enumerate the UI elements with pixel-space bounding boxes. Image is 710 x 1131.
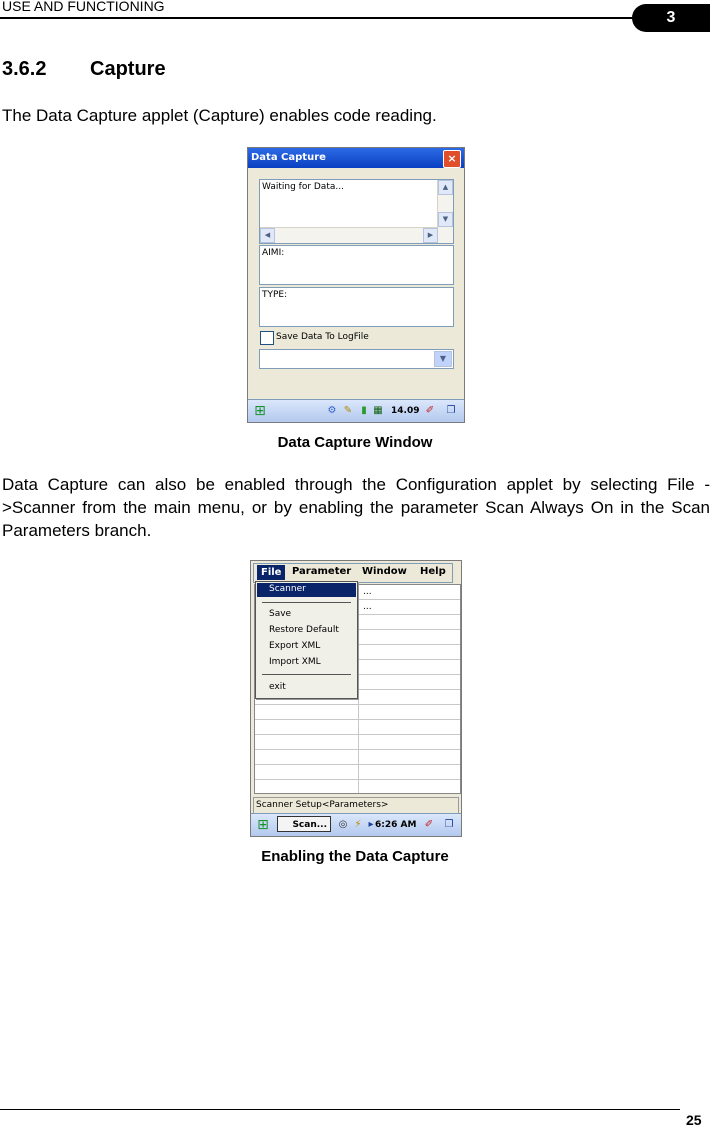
chapter-number: 3	[666, 9, 676, 26]
clock[interactable]: 6:26 AM	[375, 820, 417, 830]
page-number: 25	[686, 1112, 702, 1128]
close-button[interactable]: ×	[443, 150, 461, 168]
menu-item-scanner[interactable]: Scanner	[269, 584, 306, 594]
menu-item-save[interactable]: Save	[269, 609, 292, 619]
grid-value[interactable]: ...	[363, 587, 372, 597]
aimi-field	[259, 245, 454, 285]
aimi-label: AIMI:	[262, 248, 285, 258]
windows-icon[interactable]: ❐	[444, 819, 454, 830]
data-capture-screenshot	[247, 147, 465, 423]
section-number: 3.6.2	[2, 58, 47, 80]
status-text: Scanner Setup<Parameters>	[256, 800, 389, 810]
menu-window[interactable]: Window	[362, 566, 407, 577]
grid-row	[255, 779, 460, 780]
window-title: Data Capture	[251, 152, 326, 163]
output-textbox[interactable]	[259, 179, 454, 244]
menu-separator	[262, 602, 351, 603]
scroll-left-icon[interactable]: ◀	[260, 228, 275, 243]
pen-icon[interactable]: ✐	[424, 819, 434, 830]
grid-row	[255, 749, 460, 750]
header-rule	[0, 17, 640, 19]
log-file-combo[interactable]	[259, 349, 454, 369]
type-label: TYPE:	[262, 290, 288, 300]
grid-row	[255, 764, 460, 765]
menu-item-exit[interactable]: exit	[269, 682, 286, 692]
pen-icon[interactable]: ✐	[425, 405, 435, 416]
menu-bar	[253, 563, 453, 583]
horizontal-scrollbar[interactable]	[260, 227, 438, 243]
figure2-caption: Enabling the Data Capture	[261, 848, 449, 865]
windows-icon[interactable]: ❐	[446, 405, 456, 416]
save-log-checkbox[interactable]	[260, 331, 274, 345]
chevron-down-icon[interactable]: ▼	[434, 351, 452, 367]
figure1-caption: Data Capture Window	[277, 434, 433, 451]
arrow-icon[interactable]: ▸	[368, 819, 374, 830]
menu-parameter[interactable]: Parameter	[292, 566, 352, 577]
sync-icon[interactable]: ◎	[338, 819, 348, 830]
connection-icon[interactable]: ⚡	[354, 819, 362, 830]
footer-rule	[0, 1109, 680, 1110]
menu-file[interactable]: File	[257, 565, 285, 580]
clock[interactable]: 14.09	[391, 406, 420, 416]
menu-help[interactable]: Help	[420, 566, 446, 577]
file-menu-dropdown	[255, 581, 358, 699]
body-paragraph: Data Capture can also be enabled through the Configuration applet by selecting File ->Scanner from the main menu, or by enabling the parameter Scan Always On in the Scan Parameters branch.	[2, 475, 710, 540]
vertical-scrollbar[interactable]	[437, 180, 453, 243]
task-button-scan[interactable]: Scan...	[277, 816, 331, 832]
menu-item-export-xml[interactable]: Export XML	[269, 641, 321, 651]
scroll-right-icon[interactable]: ▶	[423, 228, 438, 243]
battery-icon[interactable]: ▮	[361, 405, 367, 416]
start-icon[interactable]: ⊞	[254, 403, 266, 419]
menu-item-restore-default[interactable]: Restore Default	[269, 625, 339, 635]
start-icon[interactable]: ⊞	[257, 817, 269, 833]
grid-row	[255, 704, 460, 705]
output-text: Waiting for Data...	[262, 182, 344, 192]
scroll-down-icon[interactable]: ▼	[438, 212, 453, 227]
chapter-badge	[632, 4, 710, 32]
type-field	[259, 287, 454, 327]
grid-row	[255, 734, 460, 735]
window-titlebar	[248, 148, 464, 168]
taskbar	[248, 399, 464, 422]
section-title: Capture	[90, 58, 166, 80]
taskbar	[251, 813, 461, 836]
memory-icon[interactable]: ▦	[373, 405, 383, 416]
config-screenshot	[250, 560, 462, 837]
save-log-label: Save Data To LogFile	[276, 332, 369, 342]
connection-icon[interactable]: ✎	[343, 405, 353, 416]
grid-value[interactable]: ...	[363, 602, 372, 612]
menu-separator	[262, 674, 351, 675]
scroll-up-icon[interactable]: ▲	[438, 180, 453, 195]
grid-row	[255, 719, 460, 720]
running-header: USE AND FUNCTIONING	[2, 0, 165, 14]
intro-paragraph: The Data Capture applet (Capture) enables code reading.	[2, 106, 437, 125]
menu-item-import-xml[interactable]: Import XML	[269, 657, 321, 667]
network-icon[interactable]: ⚙	[327, 405, 337, 416]
